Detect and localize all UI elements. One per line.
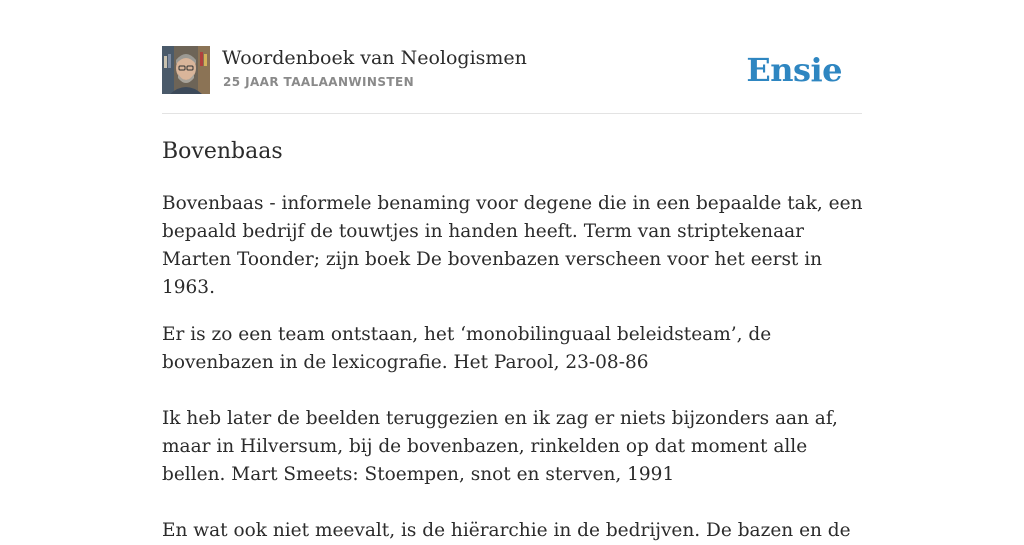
entry-quote: En wat ook niet meevalt, is de hiërarchie in de bedrijven. De bazen en de: [162, 520, 851, 541]
entry-content: [162, 190, 867, 545]
paragraph-gap: [162, 489, 867, 517]
site-title[interactable]: Woordenboek van Neologismen: [222, 47, 527, 69]
site-header: [162, 46, 862, 96]
entry-definition: Bovenbaas - informele benaming voor degene die in een bepaalde tak, een bepaald bedrijf de touwtjes in handen heeft. Term van striptekenaar Marten Toonder; zijn boek De bovenbazen verscheen voor het eerst in 1963.: [162, 193, 863, 298]
entry-quote: Ik heb later de beelden teruggezien en ik zag er niets bijzonders aan af, maar in Hilversum, bij de bovenbazen, rinkelden op dat moment alle bellen. Mart Smeets: Stoempen, snot en sterven, 1991: [162, 408, 838, 485]
entry-quote: Er is zo een team ontstaan, het ‘monobilinguaal beleidsteam’, de bovenbazen in de lexicografie. Het Parool, 23-08-86: [162, 324, 772, 373]
paragraph-gap: [162, 377, 867, 405]
brand-logo[interactable]: Ensie: [746, 51, 842, 89]
header-divider: [162, 113, 862, 114]
author-avatar[interactable]: [162, 46, 210, 94]
entry-title: Bovenbaas: [162, 139, 283, 164]
site-subtitle: 25 JAAR TAALAANWINSTEN: [223, 75, 415, 89]
author-portrait-icon: [162, 46, 210, 94]
